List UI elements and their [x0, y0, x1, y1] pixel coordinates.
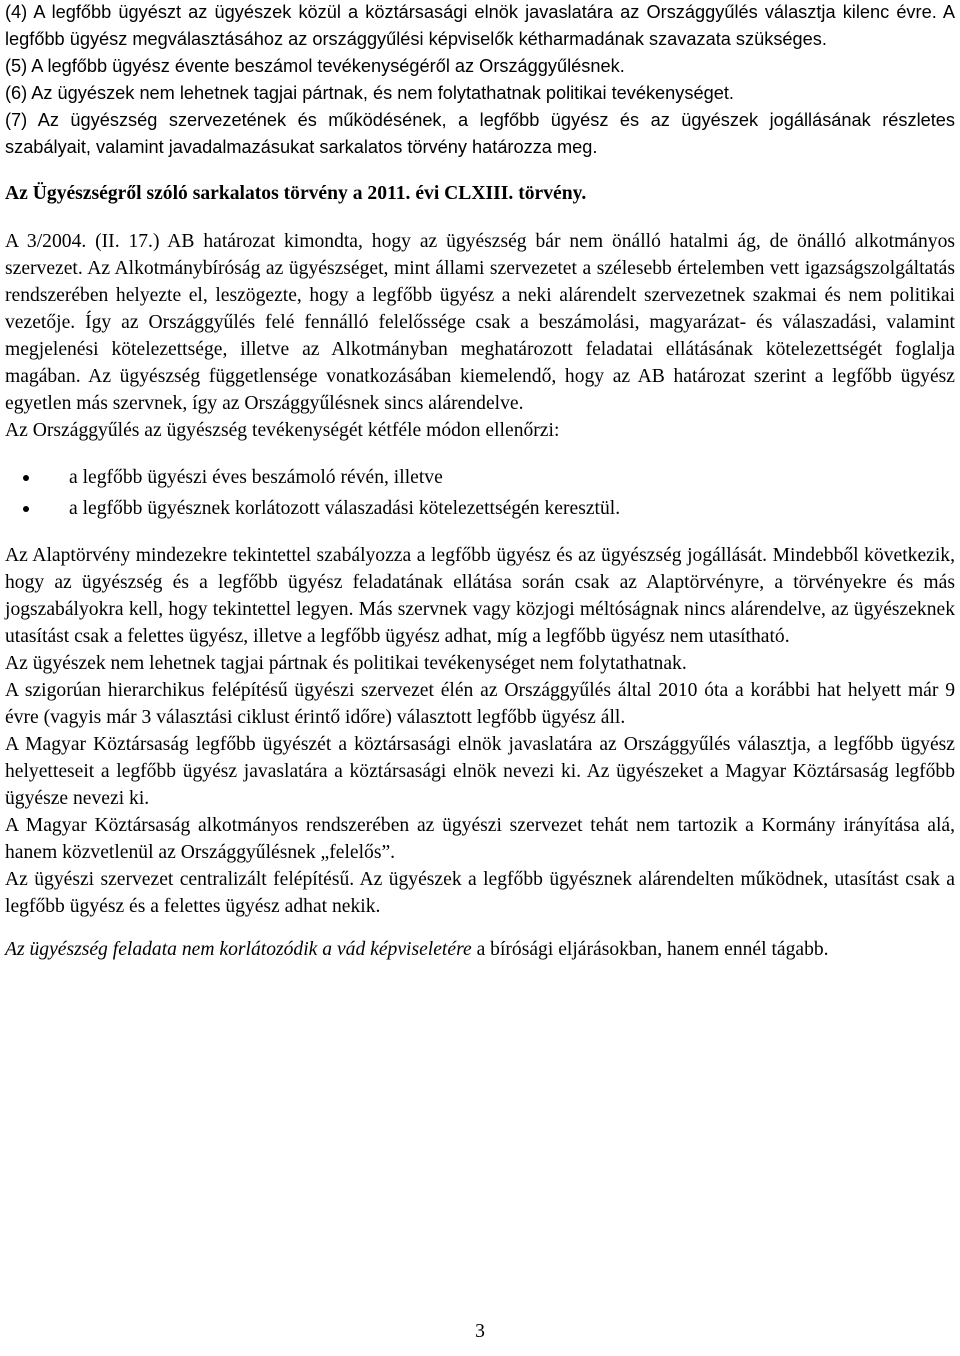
constitution-excerpt — [5, 0, 955, 161]
body-paragraph-6: A Magyar Köztársaság legfőbb ügyészét a köztársasági elnök javaslatára az Országgyűlés választja, a legfőbb ügyész helyetteseit a legfőbb ügyész javaslatára a köztársasági elnök nevezi ki. Az ügyészeket a Magyar Köztársaság legfőbb ügyésze nevezi ki. — [5, 734, 955, 809]
bullet-icon — [23, 475, 29, 481]
body-paragraph-4: Az ügyészek nem lehetnek tagjai pártnak és politikai tevékenységet nem folytathatnak. — [5, 653, 687, 674]
body-paragraph-1: A 3/2004. (II. 17.) AB határozat kimondta, hogy az ügyészség bár nem önálló hatalmi ág, de önálló alkotmányos szervezet. Az Alkotmánybíróság az ügyészséget, mint állami szervezetet a szélesebb értelemben vett igazságszolgáltatás rendszerében helyezte el, leszögezte, hogy a legfőbb ügyész a neki alárendelt szervezetnek szakmai és nem politikai vezetője. Így az Országgyűlés felé fennálló felelőssége csak a beszámolási, magyarázat- és válaszadási, valamint megjelenési kötelezettsége, illetve az Alkotmányban meghatározott feladatai ellátásának kötelezettségét foglalja magában. Az ügyészség függetlensége vonatkozásában kiemelendő, hogy az AB határozat szerint a legfőbb ügyész egyetlen más szervnek, így az Országgyűlésnek sincs alárendelve. — [5, 231, 955, 414]
body-paragraph-8: Az ügyészi szervezet centralizált felépítésű. Az ügyészek a legfőbb ügyésznek alárendelten működnek, utasítást csak a legfőbb ügyész és a felettes ügyész adhat nekik. — [5, 869, 955, 917]
list-item-text: a legfőbb ügyészi éves beszámoló révén, illetve — [69, 467, 443, 488]
list-item-text: a legfőbb ügyésznek korlátozott válaszadási kötelezettségén keresztül. — [69, 498, 621, 519]
main-body — [5, 228, 955, 444]
final-paragraph — [5, 936, 955, 963]
document-page — [5, 0, 955, 963]
body-paragraph-7: A Magyar Köztársaság alkotmányos rendszerében az ügyészi szervezet tehát nem tartozik a Kormány irányítása alá, hanem közvetlenül az Országgyűlésnek „felelős”. — [5, 815, 955, 863]
paragraph-7: (7) Az ügyészség szervezetének és működésének, a legfőbb ügyész és az ügyészek jogállásának részletes szabályait, valamint javadalmazásukat sarkalatos törvény határozza meg. — [5, 110, 955, 157]
body-paragraph-5: A szigorúan hierarchikus felépítésű ügyészi szervezet élén az Országgyűlés által 2010 óta a korábbi hat helyett már 9 évre (vagyis már 3 választási ciklust érintő időre) választott legfőbb ügyész áll. — [5, 680, 955, 728]
paragraph-4: (4) A legfőbb ügyészt az ügyészek közül a köztársasági elnök javaslatára az Országgyűlés választja kilenc évre. A legfőbb ügyész megválasztásához az országgyűlési képviselők kétharmadának szavazata szükséges. — [5, 2, 955, 49]
final-rest-text: a bírósági eljárásokban, hanem ennél tágabb. — [471, 939, 829, 960]
page-number: 3 — [475, 1321, 485, 1342]
paragraph-6: (6) Az ügyészek nem lehetnek tagjai pártnak, és nem folytathatnak politikai tevékenységet. — [5, 83, 734, 103]
section-heading: Az Ügyészségről szóló sarkalatos törvény a 2011. évi CLXIII. törvény. — [5, 183, 587, 204]
final-italic-text: Az ügyészség feladata nem korlátozódik a vád képviseletére — [5, 939, 472, 960]
list-item — [5, 462, 955, 493]
list-item — [5, 493, 955, 524]
bullet-icon — [23, 506, 29, 512]
paragraph-5: (5) A legfőbb ügyész évente beszámol tevékenységéről az Országgyűlésnek. — [5, 56, 625, 76]
control-methods-list — [5, 462, 955, 524]
secondary-body — [5, 542, 955, 920]
body-paragraph-2: Az Országgyűlés az ügyészség tevékenységét kétféle módon ellenőrzi: — [5, 420, 560, 441]
body-paragraph-3: Az Alaptörvény mindezekre tekintettel szabályozza a legfőbb ügyész és az ügyészség jogállását. Mindebből következik, hogy az ügyészség és a legfőbb ügyész feladatának ellátása során csak az Alaptörvényre, a törvényekre és más jogszabályokra kell, hogy tekintettel legyen. Más szervnek vagy közjogi méltóságnak nincs alárendelve, az ügyészeknek utasítást csak a felettes ügyész, illetve a legfőbb ügyész adhat, míg a legfőbb ügyész nem utasítható. — [5, 545, 955, 647]
